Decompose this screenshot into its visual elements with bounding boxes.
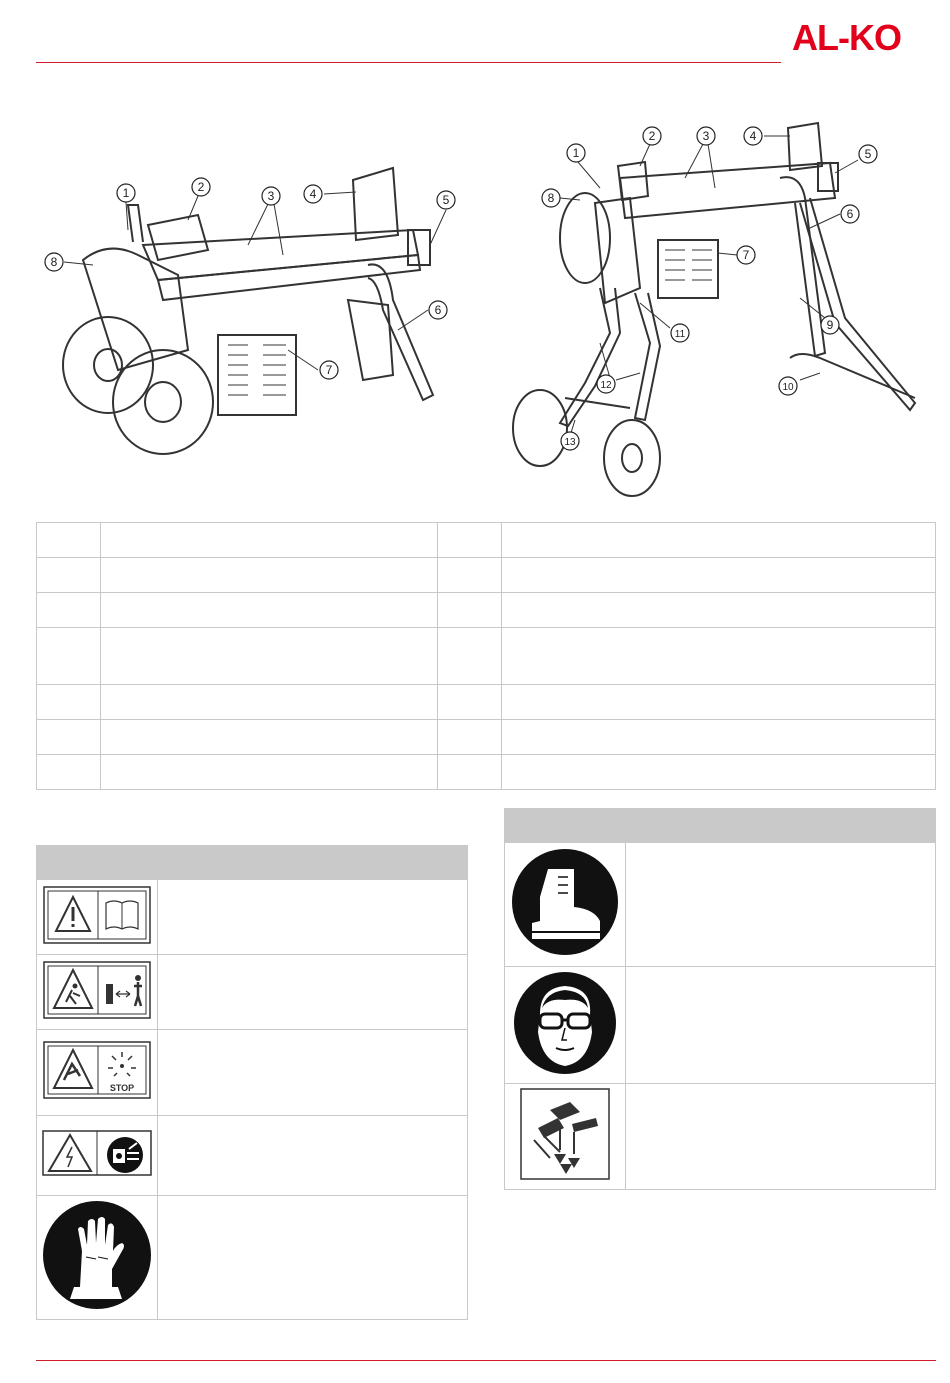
callout-10: 10 xyxy=(782,382,794,393)
callout-1: 1 xyxy=(122,186,130,200)
table-row xyxy=(37,720,936,755)
safety-goggles-icon xyxy=(512,970,618,1076)
table-row xyxy=(37,1030,468,1116)
log-splitter-figure-right xyxy=(500,118,930,503)
safety-symbols-table-left xyxy=(36,845,468,1320)
callout-11: 11 xyxy=(674,329,686,340)
table-row xyxy=(37,685,936,720)
callout-4: 4 xyxy=(749,129,757,143)
table-row xyxy=(505,843,936,967)
callout-7: 7 xyxy=(325,363,333,377)
electric-shock-unplug-icon xyxy=(41,1129,153,1177)
callout-5: 5 xyxy=(864,147,872,161)
callout-8: 8 xyxy=(547,191,555,205)
table-row xyxy=(37,523,936,558)
callout-7: 7 xyxy=(742,248,750,262)
safety-symbols-table-right xyxy=(504,808,936,1190)
warning-read-manual-icon xyxy=(42,885,152,945)
parts-legend-table xyxy=(36,522,936,790)
callout-3: 3 xyxy=(702,129,710,143)
table-row xyxy=(37,1116,468,1196)
callout-13: 13 xyxy=(564,437,576,448)
table-row xyxy=(37,955,468,1030)
log-splitter-figure-left xyxy=(38,160,468,460)
flying-debris-keep-distance-icon xyxy=(42,960,152,1020)
callout-12: 12 xyxy=(600,380,612,391)
two-hand-operation-icon xyxy=(520,1088,610,1180)
table-header-row xyxy=(505,809,936,843)
callout-1: 1 xyxy=(572,146,580,160)
protective-gloves-icon xyxy=(42,1199,152,1311)
table-row xyxy=(37,1196,468,1320)
callout-8: 8 xyxy=(50,255,58,269)
svg-text:STOP: STOP xyxy=(109,1083,135,1093)
callout-2: 2 xyxy=(197,180,205,194)
callout-2: 2 xyxy=(648,129,656,143)
callout-3: 3 xyxy=(267,189,275,203)
brand-logo: AL-KO xyxy=(792,17,901,58)
table-row xyxy=(505,1084,936,1190)
callout-5: 5 xyxy=(442,193,450,207)
table-row xyxy=(37,880,468,955)
crush-hazard-stop-icon xyxy=(42,1040,152,1100)
callout-6: 6 xyxy=(846,207,854,221)
table-row xyxy=(37,755,936,790)
header-rule xyxy=(36,62,781,63)
callout-6: 6 xyxy=(434,303,442,317)
callout-4: 4 xyxy=(309,187,317,201)
table-row xyxy=(37,628,936,685)
footer-rule xyxy=(36,1360,936,1361)
table-row xyxy=(37,593,936,628)
table-row xyxy=(505,967,936,1084)
table-row xyxy=(37,558,936,593)
callout-9: 9 xyxy=(826,318,834,332)
table-header-row xyxy=(37,846,468,880)
safety-boots-icon xyxy=(510,847,620,957)
